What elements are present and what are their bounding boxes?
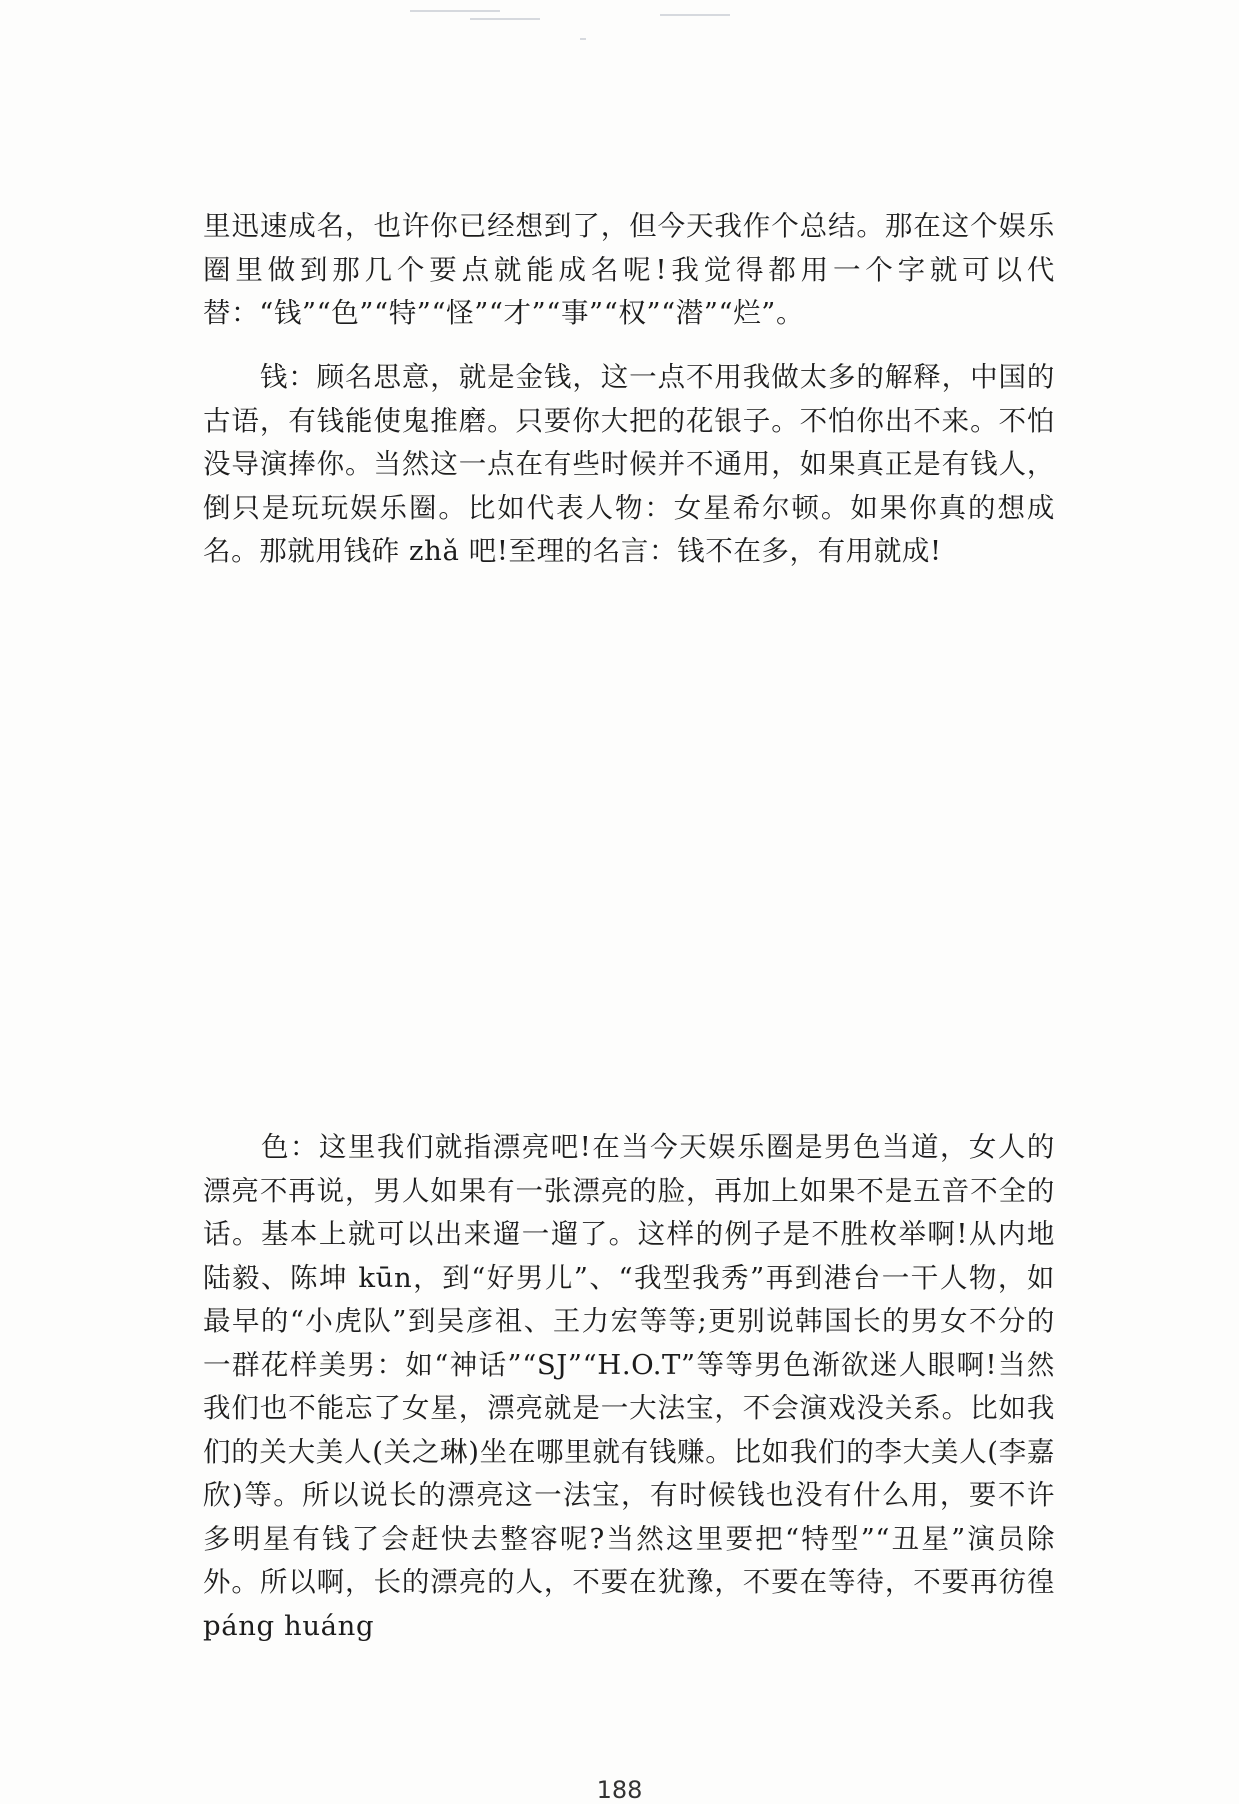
scan-artifact <box>0 0 1239 40</box>
page-number: 188 <box>596 1776 643 1804</box>
paragraph-money: 钱：顾名思意，就是金钱，这一点不用我做太多的解释，中国的古语，有钱能使鬼推磨。只要你大把的花银子。不怕你出不来。不怕没导演捧你。当然这一点在有些时候并不通用，如果真正是有钱人，倒只是玩玩娱乐圈。比如代表人物：女星希尔顿。如果你真的想成名。那就用钱砟 zhǎ 吧!至理的名言：钱不在多，有用就成! <box>203 361 1055 568</box>
paragraph-intro: 里迅速成名，也许你已经想到了，但今天我作个总结。那在这个娱乐圈里做到那几个要点就能成名呢!我觉得都用一个字就可以代替：“钱”“色”“特”“怪”“才”“事”“权”“潜”“烂”。 <box>203 210 1055 330</box>
paragraph-looks: 色：这里我们就指漂亮吧!在当今天娱乐圈是男色当道，女人的漂亮不再说，男人如果有一张漂亮的脸，再加上如果不是五音不全的话。基本上就可以出来遛一遛了。这样的例子是不胜枚举啊!从内地陆毅、陈坤 kūn，到“好男儿”、“我型我秀”再到港台一干人物，如最早的“小虎队”到吴彦祖、王力宏等等;更别说韩国长的男女不分的一群花样美男：如“神话”“SJ”“H.O.T”等等男色渐欲迷人眼啊!当然我们也不能忘了女星，漂亮就是一大法宝，不会演戏没关系。比如我们的关大美人(关之琳)坐在哪里就有钱赚。比如我们的李大美人(李嘉欣)等。所以说长的漂亮这一法宝，有时候钱也没有什么用，要不许多明星有钱了会赶快去整容呢?当然这里要把“特型”“丑星”演员除外。所以啊，长的漂亮的人，不要在犹豫，不要在等待，不要再彷徨 páng huáng <box>203 1131 1065 1642</box>
